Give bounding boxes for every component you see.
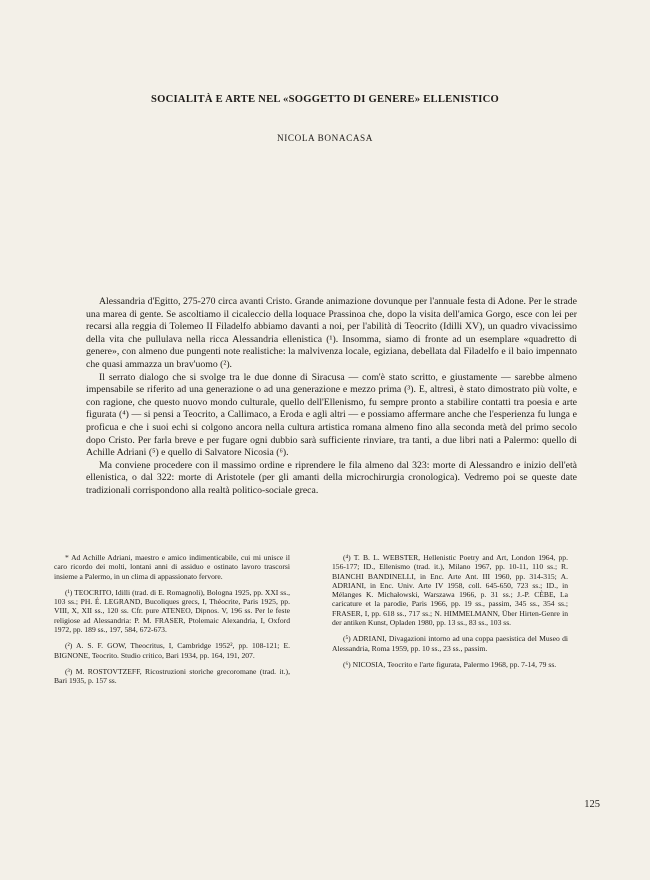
footnotes-left-column (54, 553, 290, 693)
footnotes-right-column (332, 553, 568, 676)
page-number: 125 (584, 799, 600, 810)
body-paragraph: Alessandria d'Egitto, 275-270 circa avanti Cristo. Grande animazione dovunque per l'annuale festa di Adone. Per le strade una marea di gente. Se ascoltiamo il cicaleccio della loquace Prassinoa che, dopo la visita dell'amica Gorgo, esce con lei per recarsi alla reggia di Tolemeo II Filadelfo abbiamo davanti a noi, per l'abilità di Teocrito (Idilli XV), un quadro vivacissimo della vita che pullulava nella ricca Alessandria ellenistica (¹). Insomma, siamo di fronte ad un esemplare «quadretto di genere», con almeno due pungenti note realistiche: la malvivenza locale, egiziana, debellata dal Filadelfo e il baio impennato che quasi ammazza un brav'uomo (²). (86, 296, 577, 370)
article-body (86, 296, 577, 498)
footnote-3: (³) M. ROSTOVTZEFF, Ricostruzioni storiche grecoromane (trad. it.), Bari 1935, p. 157 ss. (54, 666, 290, 686)
footnote-5: (⁵) ADRIANI, Divagazioni intorno ad una coppa paesistica del Museo di Alessandria, Roma 1959, pp. 10 ss., 23 ss., passim. (332, 634, 568, 653)
footnote-1: (¹) TEOCRITO, Idilli (trad. di E. Romagnoli), Bologna 1925, pp. XXI ss., 103 ss.; PH. É. LEGRAND, Bucoliques grecs, I, Théocrite, Paris 1925, pp. VIII, X, XII ss., 120 ss. Cfr. pure ATENEO, Dipnos. V, 196 ss. Per le feste religiose ad Alessandria: P. M. FRASER, Ptolemaic Alexandria, I, Oxford 1972, pp. 189 ss., 197, 584, 672-673. (54, 587, 290, 635)
footnote-4: (⁴) T. B. L. WEBSTER, Hellenistic Poetry and Art, London 1964, pp. 156-177; ID., Ellenismo (trad. it.), Milano 1967, pp. 10-11, 110 ss.; R. BIANCHI BANDINELLI, in Enc. Arte Ant. III 1960, pp. 314-315; A. ADRIANI, in Enc. Univ. Arte IV 1958, coll. 645-650, 723 ss.; ID., in Mélanges K. Michałowski, Warszawa 1966, p. 31 ss.; J.-P. CÈBE, La caricature et la parodie, Paris 1966, pp. 19 ss., passim, 345 ss., 354 ss.; FRASER, I, pp. 618 ss., 717 ss.; N. HIMMELMANN, Über Hirten-Genre in der antiken Kunst, Opladen 1980, pp. 13 ss., 83 ss., 103 ss. (332, 553, 568, 628)
footnote-2: (²) A. S. F. GOW, Theocritus, I, Cambridge 1952², pp. 108-121; E. BIGNONE, Teocrito. Studio critico, Bari 1934, pp. 164, 191, 207. (54, 641, 290, 660)
article-title: SOCIALITÀ E ARTE NEL «SOGGETTO DI GENERE» ELLENISTICO (151, 94, 499, 105)
footnote-6: (⁶) NICOSIA, Teocrito e l'arte figurata, Palermo 1968, pp. 7-14, 79 ss. (343, 659, 557, 669)
body-paragraph: Il serrato dialogo che si svolge tra le due donne di Siracusa — com'è stato scritto, e giustamente — sarebbe almeno impensabile se riferito ad una generazione o ad una generazione e mezzo prima (³). E, altresì, è stato dimostrato più volte, e con ragione, che questo nuovo mondo culturale, quello dell'Ellenismo, fu sempre pronto a stabilire contatti tra poesia e arte figurata (⁴) — si pensi a Teocrito, a Callimaco, a Eroda e agli altri — e possiamo affermare anche che l'esperienza fu lunga e proficua e che i suoi echi si colgono ancora nella cultura artistica romana almeno fino alla seconda metà del primo secolo dopo Cristo. Per farla breve e per fugare ogni dubbio sarà sufficiente rinviare, tra tanti, a due libri nati a Palermo: quello di Achille Adriani (⁵) e quello di Salvatore Nicosia (⁶). (86, 371, 577, 459)
article-author: NICOLA BONACASA (276, 133, 374, 143)
body-paragraph: Ma conviene procedere con il massimo ordine e riprendere le fila almeno dal 323: morte di Alessandro e inizio dell'età ellenistica, o dal 322: morte di Aristotele (per gli amanti della microchirurgia cronologica). Vedremo poi se queste date tradizionali corrispondono alla realtà politico-sociale greca. (86, 459, 577, 496)
footnote-dedication: * Ad Achille Adriani, maestro e amico indimenticabile, cui mi unisce il caro ricordo dei molti, lontani anni di assiduo e ostinato lavoro trascorsi insieme a Palermo, in un clima di appassionato fervore. (54, 553, 290, 581)
